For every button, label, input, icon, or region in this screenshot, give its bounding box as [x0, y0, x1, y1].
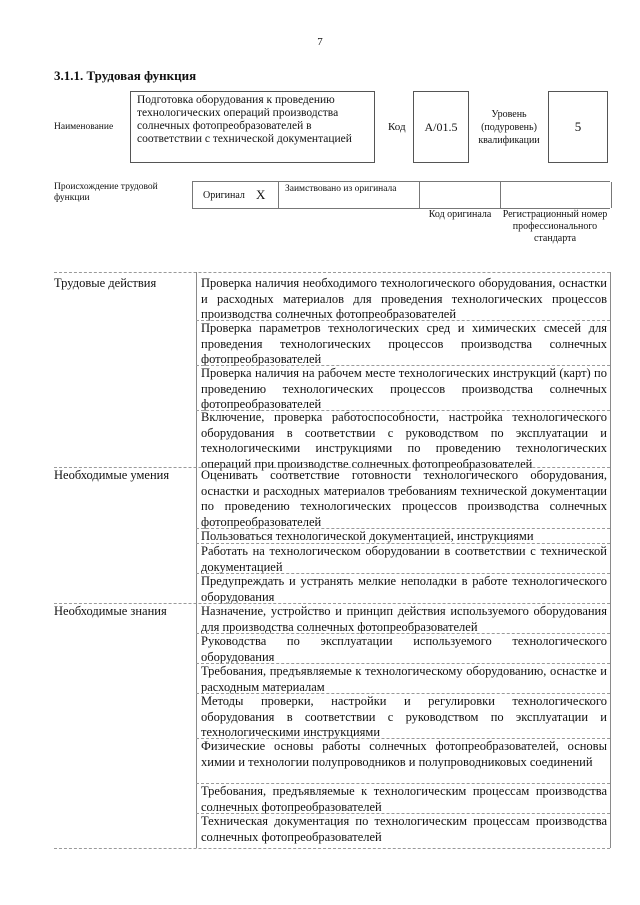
borrowed-label: Заимствовано из оригинала — [285, 184, 397, 194]
list-item: Проверка наличия необходимого технологического оборудования, оснастки и расходных материалов для проведения технологических процессов производства солнечных фотопреобразователей — [201, 276, 607, 321]
list-item: Физические основы работы солнечных фотопреобразователей, основы химии и технологии полупроводников и полупроводниковых соединений — [201, 739, 607, 769]
reg-number-label: Регистрационный номер профессионального стандарта — [502, 209, 608, 244]
original-label: Оригинал — [203, 190, 245, 201]
borrowed-cell — [278, 182, 419, 208]
table-bottom-border — [54, 848, 610, 849]
list-item: Предупреждать и устранять мелкие неполадки в работе технологического оборудования — [201, 574, 607, 604]
function-name-box: Подготовка оборудования к проведению технологических операций производства солнечных фотопреобразователей в соответствии с технической документацией — [130, 91, 375, 163]
list-item: Включение, проверка работоспособности, настройка технологического оборудования в соответствии с руководством по эксплуатации и технологическими инструкциями по проведению технологических операций при производстве солнечных фотопреобразователей — [201, 410, 607, 471]
level-value-box: 5 — [548, 91, 608, 163]
list-item: Требования, предъявляемые к технологическому оборудованию, оснастке и расходным материалам — [201, 664, 607, 694]
list-item: Пользоваться технологической документацией, инструкциями — [201, 529, 534, 543]
table-top-border — [54, 272, 610, 273]
original-cell — [192, 182, 278, 208]
list-item: Техническая документация по технологическим процессам производства солнечных фотопреобразователей — [201, 814, 607, 844]
list-item: Методы проверки, настройки и регулировки технологического оборудования в соответствии с руководством по эксплуатации и технологическими инструкциями — [201, 694, 607, 739]
code-original-label: Код оригинала — [428, 209, 492, 220]
table-column-divider — [196, 272, 197, 848]
origin-label: Происхождение трудовой функции — [54, 182, 158, 203]
origin-row — [192, 181, 610, 209]
list-item: Руководства по эксплуатации используемого технологического оборудования — [201, 634, 607, 664]
list-item: Требования, предъявляемые к технологическим процессам производства солнечных фотопреобразователей — [201, 784, 607, 814]
section-label-skills: Необходимые умения — [54, 468, 170, 482]
code-value-box: А/01.5 — [413, 91, 469, 163]
list-item: Проверка наличия на рабочем месте технологических инструкций (карт) по проведению технологических процессов производства солнечных фотопреобразователей — [201, 366, 607, 411]
list-item: Назначение, устройство и принцип действия используемого оборудования для производства солнечных фотопреобразователей — [201, 604, 607, 634]
list-item: Оценивать соответствие готовности технологического оборудования, оснастки и расходных материалов требованиям технической документации по проведению технологических процессов производства солнечных фотопреобразователей — [201, 468, 607, 529]
list-item: Проверка параметров технологических сред и химических смесей для проведения технологических процессов производства солнечных фотопреобразователей — [201, 321, 607, 366]
name-label: Наименование — [54, 122, 114, 132]
list-item: Работать на технологическом оборудовании в соответствии с технической документацией — [201, 544, 607, 574]
original-mark: X — [256, 187, 266, 202]
code-original-cell — [419, 182, 500, 208]
code-label: Код — [388, 121, 406, 133]
page-number: 7 — [317, 36, 323, 48]
section-label-actions: Трудовые действия — [54, 276, 157, 290]
section-title: 3.1.1. Трудовая функция — [54, 68, 197, 83]
reg-number-cell — [500, 182, 612, 208]
table-right-border — [610, 272, 611, 848]
section-label-knowledge: Необходимые знания — [54, 604, 167, 618]
level-label: Уровень (подуровень) квалификации — [478, 109, 540, 146]
